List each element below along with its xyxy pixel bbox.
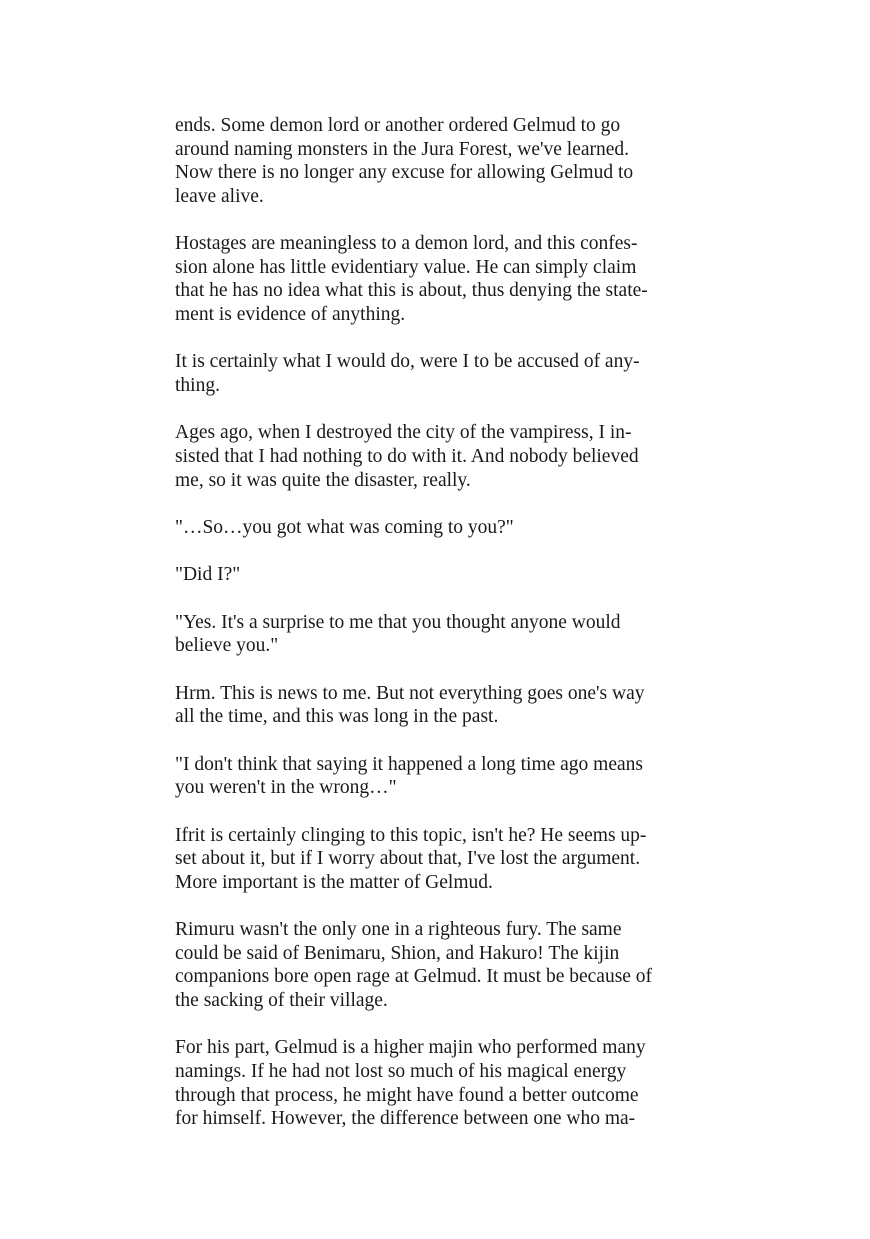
paragraph xyxy=(175,563,695,587)
paragraph xyxy=(175,350,695,397)
paragraph xyxy=(175,232,695,326)
text-line: Rimuru wasn't the only one in a righteous fury. The same xyxy=(175,919,622,941)
paragraph xyxy=(175,421,695,492)
text-line: sisted that I had nothing to do with it. And nobody believed xyxy=(175,445,639,467)
text-line: believe you." xyxy=(175,635,279,657)
text-line: could be said of Benimaru, Shion, and Hakuro! The kijin xyxy=(175,942,620,964)
text-line: you weren't in the wrong…" xyxy=(175,777,397,799)
text-line: "Yes. It's a surprise to me that you thought anyone would xyxy=(175,611,621,633)
text-line: Ages ago, when I destroyed the city of the vampiress, I in- xyxy=(175,422,632,444)
text-line: set about it, but if I worry about that, I've lost the argument. xyxy=(175,848,641,870)
text-line: sion alone has little evidentiary value. He can simply claim xyxy=(175,256,637,278)
text-line: for himself. However, the difference between one who ma- xyxy=(175,1108,636,1130)
text-line: "I don't think that saying it happened a long time ago means xyxy=(175,753,643,775)
text-line: thing. xyxy=(175,374,220,396)
text-line: ends. Some demon lord or another ordered Gelmud to go xyxy=(175,115,621,136)
text-line: Hrm. This is news to me. But not everything goes one's way xyxy=(175,682,645,704)
text-line: through that process, he might have found a better outcome xyxy=(175,1084,639,1106)
paragraph xyxy=(175,1036,695,1130)
text-line: Now there is no longer any excuse for allowing Gelmud to xyxy=(175,162,634,184)
text-line: "…So…you got what was coming to you?" xyxy=(175,516,514,538)
paragraph xyxy=(175,682,695,729)
text-line: all the time, and this was long in the past. xyxy=(175,706,499,728)
text-line: that he has no idea what this is about, thus denying the state- xyxy=(175,280,648,302)
text-line: More important is the matter of Gelmud. xyxy=(175,871,493,893)
text-line: me, so it was quite the disaster, really. xyxy=(175,469,471,491)
paragraph xyxy=(175,753,695,800)
paragraph xyxy=(175,918,695,1012)
text-line: companions bore open rage at Gelmud. It must be because of xyxy=(175,966,653,988)
paragraph xyxy=(175,516,695,540)
text-line: Hostages are meaningless to a demon lord, and this confes- xyxy=(175,233,638,255)
text-line: "Did I?" xyxy=(175,564,241,586)
text-line: Ifrit is certainly clinging to this topic, isn't he? He seems up- xyxy=(175,824,647,846)
text-line: It is certainly what I would do, were I to be accused of any- xyxy=(175,351,640,373)
paragraph xyxy=(175,611,695,658)
paragraph xyxy=(175,824,695,895)
text-line: leave alive. xyxy=(175,185,264,207)
text-line: around naming monsters in the Jura Forest, we've learned. xyxy=(175,138,630,160)
text-line: the sacking of their village. xyxy=(175,990,388,1011)
text-line: For his part, Gelmud is a higher majin who performed many xyxy=(175,1037,646,1059)
paragraph xyxy=(175,114,695,208)
page-body xyxy=(175,114,695,1155)
text-line: namings. If he had not lost so much of his magical energy xyxy=(175,1060,627,1082)
text-line: ment is evidence of anything. xyxy=(175,303,406,325)
